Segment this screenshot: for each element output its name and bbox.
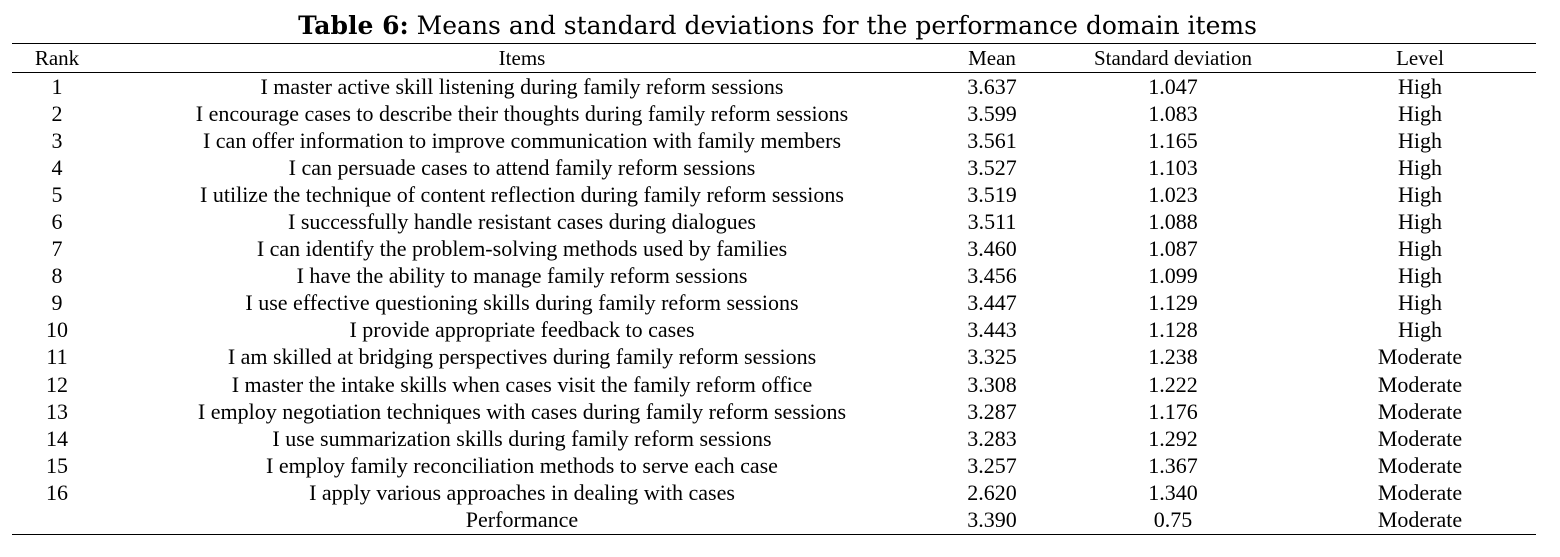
header-row <box>12 44 1536 73</box>
rank-cell: 16 <box>46 479 68 505</box>
rank-cell: 8 <box>51 263 63 289</box>
item-cell: I employ negotiation techniques with cases during family reform sessions <box>197 398 847 424</box>
table-header <box>12 44 1536 73</box>
rank-cell: 2 <box>51 100 63 126</box>
table-row <box>12 263 1536 290</box>
rank-cell: 7 <box>51 236 63 262</box>
level-cell: High <box>1398 181 1442 207</box>
item-cell: I successfully handle resistant cases during dialogues <box>288 209 756 235</box>
table-row <box>12 371 1536 398</box>
item-cell: I have the ability to manage family reform sessions <box>296 263 748 289</box>
mean-cell: 3.460 <box>967 236 1017 262</box>
standard-deviation-cell: 1.367 <box>1148 452 1198 478</box>
level-cell: High <box>1398 236 1442 262</box>
standard-deviation-cell: 1.083 <box>1148 100 1198 126</box>
rank-cell: 1 <box>51 73 63 99</box>
mean-cell: 3.599 <box>967 100 1017 126</box>
rank-cell: 5 <box>51 181 63 207</box>
standard-deviation-cell: 1.176 <box>1148 398 1198 424</box>
mean-cell: 3.456 <box>967 263 1017 289</box>
standard-deviation-cell: 1.129 <box>1148 290 1198 316</box>
table-container <box>12 43 1536 535</box>
table-row <box>12 425 1536 452</box>
table-row <box>12 398 1536 425</box>
header-items: Items <box>498 45 546 70</box>
standard-deviation-cell: 1.165 <box>1148 127 1198 153</box>
rank-cell: 13 <box>46 398 68 424</box>
level-cell: High <box>1398 263 1442 289</box>
item-cell: I am skilled at bridging perspectives during family reform sessions <box>227 344 817 370</box>
level-cell: Moderate <box>1377 507 1463 533</box>
standard-deviation-cell: 1.047 <box>1148 73 1198 99</box>
mean-cell: 3.443 <box>967 317 1017 343</box>
table-row <box>12 344 1536 371</box>
standard-deviation-cell: 1.292 <box>1148 425 1198 451</box>
item-cell: I can offer information to improve communication with family members <box>202 127 842 153</box>
level-cell: Moderate <box>1377 371 1463 397</box>
mean-cell: 3.283 <box>967 425 1017 451</box>
item-cell: I use effective questioning skills during family reform sessions <box>245 290 799 316</box>
level-cell: High <box>1398 127 1442 153</box>
table-caption <box>0 10 1555 42</box>
item-cell: I utilize the technique of content reflection during family reform sessions <box>200 181 844 207</box>
header-mean: Mean <box>968 45 1016 70</box>
header-standard-deviation: Standard deviation <box>1093 45 1253 70</box>
standard-deviation-cell: 1.099 <box>1148 263 1198 289</box>
mean-cell: 3.561 <box>967 127 1017 153</box>
level-cell: High <box>1398 209 1442 235</box>
table-row <box>12 507 1536 535</box>
caption-text: Means and standard deviations for the performance domain items <box>408 11 1257 40</box>
table-row <box>12 100 1536 127</box>
rank-cell: 3 <box>51 127 63 153</box>
rank-cell: 4 <box>51 154 63 180</box>
mean-cell: 3.527 <box>967 154 1017 180</box>
rank-cell: 6 <box>51 209 63 235</box>
mean-cell: 3.308 <box>967 371 1017 397</box>
level-cell: High <box>1398 73 1442 99</box>
table-row <box>12 317 1536 344</box>
item-cell: I provide appropriate feedback to cases <box>349 317 695 343</box>
standard-deviation-cell: 1.222 <box>1148 371 1198 397</box>
standard-deviation-cell: 0.75 <box>1153 507 1193 533</box>
table-row <box>12 127 1536 154</box>
mean-cell: 3.390 <box>967 507 1017 533</box>
table-row <box>12 73 1536 101</box>
item-cell: I master the intake skills when cases visit the family reform office <box>231 371 813 397</box>
level-cell: Moderate <box>1377 479 1463 505</box>
table-row <box>12 154 1536 181</box>
level-cell: High <box>1398 154 1442 180</box>
item-cell: I apply various approaches in dealing with cases <box>309 479 735 505</box>
item-cell: I can identify the problem-solving methods used by families <box>256 236 788 262</box>
mean-cell: 3.447 <box>967 290 1017 316</box>
rank-cell: 9 <box>51 290 63 316</box>
standard-deviation-cell: 1.087 <box>1148 236 1198 262</box>
item-cell: Performance <box>465 507 579 533</box>
table-row <box>12 181 1536 208</box>
rank-cell: 14 <box>46 425 68 451</box>
rank-cell: 12 <box>46 371 68 397</box>
mean-cell: 3.511 <box>967 209 1017 235</box>
item-cell: I master active skill listening during family reform sessions <box>260 73 784 99</box>
table-row <box>12 208 1536 235</box>
rank-cell: 10 <box>46 317 68 343</box>
standard-deviation-cell: 1.128 <box>1148 317 1198 343</box>
mean-cell: 3.287 <box>967 398 1017 424</box>
rank-cell: 11 <box>46 344 68 370</box>
standard-deviation-cell: 1.340 <box>1148 479 1198 505</box>
item-cell: I employ family reconciliation methods to serve each case <box>266 452 778 478</box>
level-cell: High <box>1398 317 1442 343</box>
table-row <box>12 290 1536 317</box>
performance-table <box>12 43 1536 535</box>
rank-cell <box>12 507 102 535</box>
table-row <box>12 479 1536 506</box>
header-rank: Rank <box>34 45 80 70</box>
level-cell: High <box>1398 100 1442 126</box>
level-cell: High <box>1398 290 1442 316</box>
mean-cell: 2.620 <box>967 479 1017 505</box>
mean-cell: 3.257 <box>967 452 1017 478</box>
standard-deviation-cell: 1.088 <box>1148 209 1198 235</box>
standard-deviation-cell: 1.103 <box>1148 154 1198 180</box>
standard-deviation-cell: 1.023 <box>1148 181 1198 207</box>
table-row <box>12 452 1536 479</box>
caption-label: Table 6: <box>298 11 409 40</box>
level-cell: Moderate <box>1377 452 1463 478</box>
mean-cell: 3.519 <box>967 181 1017 207</box>
level-cell: Moderate <box>1377 425 1463 451</box>
table-body <box>12 73 1536 535</box>
mean-cell: 3.637 <box>967 73 1017 99</box>
table-row <box>12 236 1536 263</box>
item-cell: I can persuade cases to attend family reform sessions <box>288 154 756 180</box>
mean-cell: 3.325 <box>967 344 1017 370</box>
header-level: Level <box>1396 45 1444 70</box>
item-cell: I use summarization skills during family reform sessions <box>272 425 772 451</box>
level-cell: Moderate <box>1377 398 1463 424</box>
level-cell: Moderate <box>1377 344 1463 370</box>
standard-deviation-cell: 1.238 <box>1148 344 1198 370</box>
rank-cell: 15 <box>46 452 68 478</box>
item-cell: I encourage cases to describe their thoughts during family reform sessions <box>195 100 849 126</box>
